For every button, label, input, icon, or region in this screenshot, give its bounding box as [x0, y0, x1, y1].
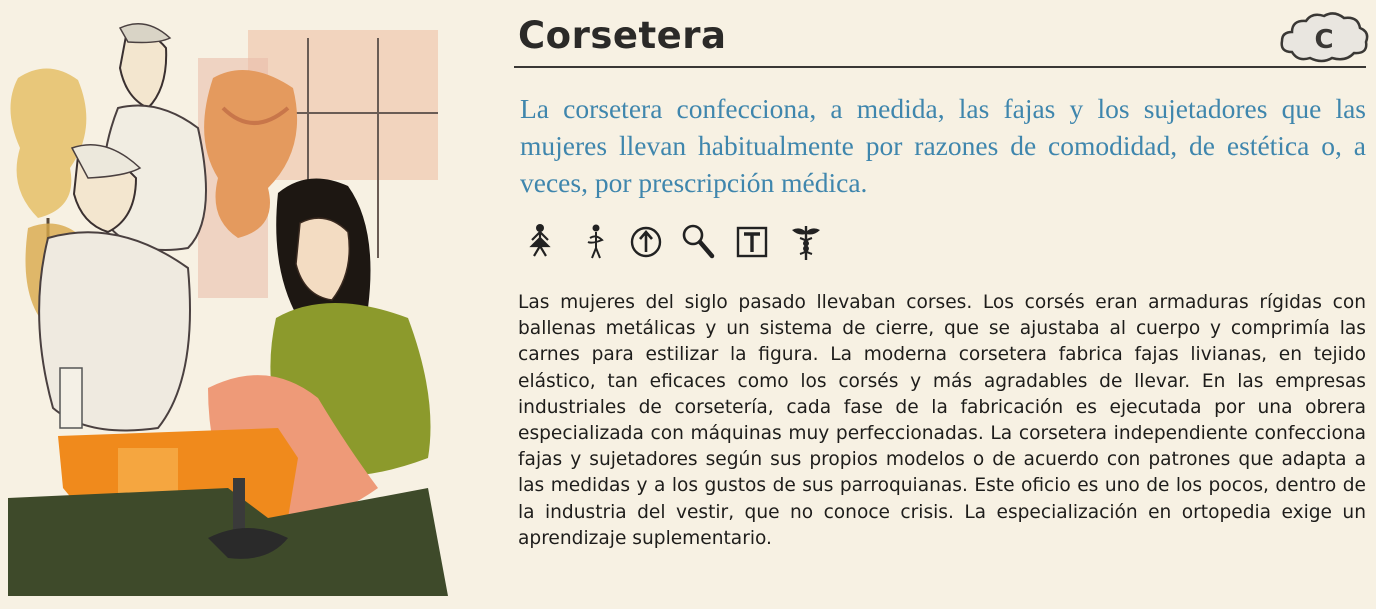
icon-row: [518, 222, 918, 264]
category-badge: [1278, 8, 1370, 66]
page-title: Corsetera: [518, 14, 727, 57]
female-figure-icon: [522, 222, 558, 262]
body-figure-icon: [576, 222, 612, 262]
cloud-icon: [1278, 8, 1370, 66]
up-arrow-circle-icon: [628, 222, 664, 262]
corsetmaker-illustration: [8, 18, 448, 596]
t-square-icon: [734, 222, 770, 262]
article-column: [514, 0, 1370, 609]
title-rule: [514, 66, 1366, 68]
magnifier-icon: [680, 222, 716, 262]
intro-paragraph: La corsetera confecciona, a medida, las fajas y los sujetadores que las mujeres llevan habitualmente por razones de comodidad, de estética o, a veces, por prescripción médica.: [520, 93, 1366, 198]
caduceus-icon: [788, 222, 824, 262]
category-letter: C: [1314, 25, 1334, 55]
body-paragraph: Las mujeres del siglo pasado llevaban corses. Los corsés eran armaduras rígidas con ballenas metálicas y un sistema de cierre, que se ajustaba al cuerpo y comprimía las carnes para estilizar la figura. La moderna corsetera fabrica fajas livianas, en tejido elástico, tan eficaces como los corsés y más agradables de llevar. En las empresas industriales de corsetería, cada fase de la fabricación es ejecutada por una obrera especializada con máquinas muy perfeccionadas. La corsetera independiente confecciona fajas y sujetadores según sus propios modelos o de acuerdo con patrones que adapta a las medidas y a los gustos de sus parroquianas. Este oficio es uno de los pocos, dentro de la industria del vestir, que no conoce crisis. La especialización en ortopedia exige un aprendizaje suplementario.: [518, 292, 1366, 549]
